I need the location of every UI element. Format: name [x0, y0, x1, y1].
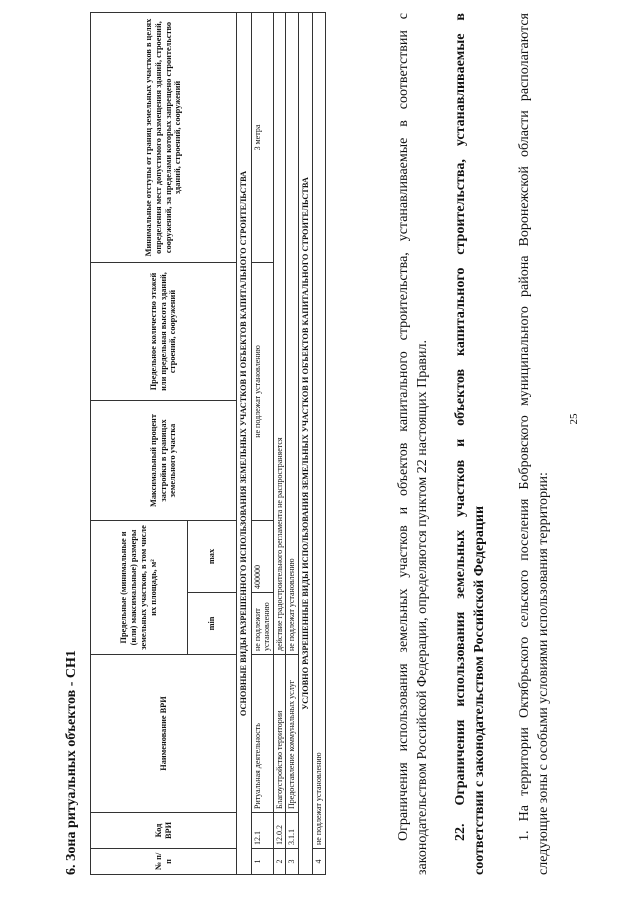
table-row	[286, 13, 298, 875]
cell-code: 12.0.2	[273, 813, 285, 849]
table-header-row	[91, 13, 188, 875]
cell-number: 3	[286, 849, 298, 875]
cell-span: не подлежат установлению	[286, 13, 298, 655]
header-code: Код ВРИ	[91, 813, 237, 849]
cell-setback: 3 метра	[251, 13, 273, 263]
cell-span: не подлежат установлению	[313, 13, 325, 849]
header-size-group: Предельные (минимальные и (или) максимальные) размеры земельных участков, в том числе их площадь, м²	[91, 521, 188, 655]
table-row	[251, 13, 273, 875]
regulations-table	[90, 12, 326, 875]
cell-span: действие градостроительного регламента не распространяется	[273, 13, 285, 655]
band-row-main	[237, 13, 252, 875]
band-main: ОСНОВНЫЕ ВИДЫ РАЗРЕШЕННОГО ИСПОЛЬЗОВАНИЯ ЗЕМЕЛЬНЫХ УЧАСТКОВ И ОБЪЕКТОВ КАПИТАЛЬНОГО СТРОИТЕЛЬСТВА	[237, 13, 252, 875]
section-number: 22.	[453, 823, 468, 841]
header-floors: Предельное количество этажей или предельная высота зданий, строений, сооружений	[91, 263, 237, 401]
cell-number: 1	[251, 849, 273, 875]
cell-max: 400000	[251, 521, 273, 593]
cell-merged: не подлежат установлению	[251, 263, 273, 521]
header-percent: Максимальный процент застройки в границах земельного участка	[91, 401, 237, 521]
header-max: max	[188, 521, 237, 593]
page-number: 25	[568, 413, 580, 425]
table-row	[273, 13, 285, 875]
header-setback: Минимальные отступы от границ земельных участков в целях определения мест допустимого размещения зданий, строений, сооружений, за пределами которых запрещено строительство зданий, строений, сооружений	[91, 13, 237, 263]
cell-name: Ритуальная деятельность	[251, 655, 273, 813]
band-conditional: УСЛОВНО РАЗРЕШЕННЫЕ ВИДЫ ИСПОЛЬЗОВАНИЯ ЗЕМЕЛЬНЫХ УЧАСТКОВ И ОБЪЕКТОВ КАПИТАЛЬНОГО СТРОИТЕЛЬСТВА	[298, 13, 313, 875]
cell-min: не подлежит установлению	[251, 593, 273, 655]
cell-number: 2	[273, 849, 285, 875]
header-min: min	[188, 593, 237, 655]
paragraph-restrictions: Ограничения использования земельных участков и объектов капитального строительства, устанавливаемые в соответствии с законодательством Российской Федерации, определяются пунктом 22 настоящих Правил.	[396, 13, 430, 875]
section-title: 6. Зона ритуальных объектов - СН1	[64, 650, 79, 875]
header-number: № п/п	[91, 849, 237, 875]
table-row	[313, 13, 325, 875]
band-row-conditional	[298, 13, 313, 875]
paragraph-section-22	[452, 13, 490, 875]
header-name: Наименование ВРИ	[91, 655, 237, 813]
section-heading: Ограничения использования земельных участков и объектов капитального строительства, устанавливаемые в соответствии с законодательством Российской Федерации	[453, 13, 487, 875]
cell-code: 3.1.1	[286, 813, 298, 849]
paragraph-zones: 1. На территории Октябрьского сельского поселения Бобровского муниципального района Воронежской области располагаются следующие зоны с особыми условиями использования территории:	[517, 13, 551, 875]
cell-name: Благоустройство территории	[273, 655, 285, 813]
cell-number: 4	[313, 849, 325, 875]
cell-name: Предоставление коммунальных услуг	[286, 655, 298, 813]
cell-code: 12.1	[251, 813, 273, 849]
